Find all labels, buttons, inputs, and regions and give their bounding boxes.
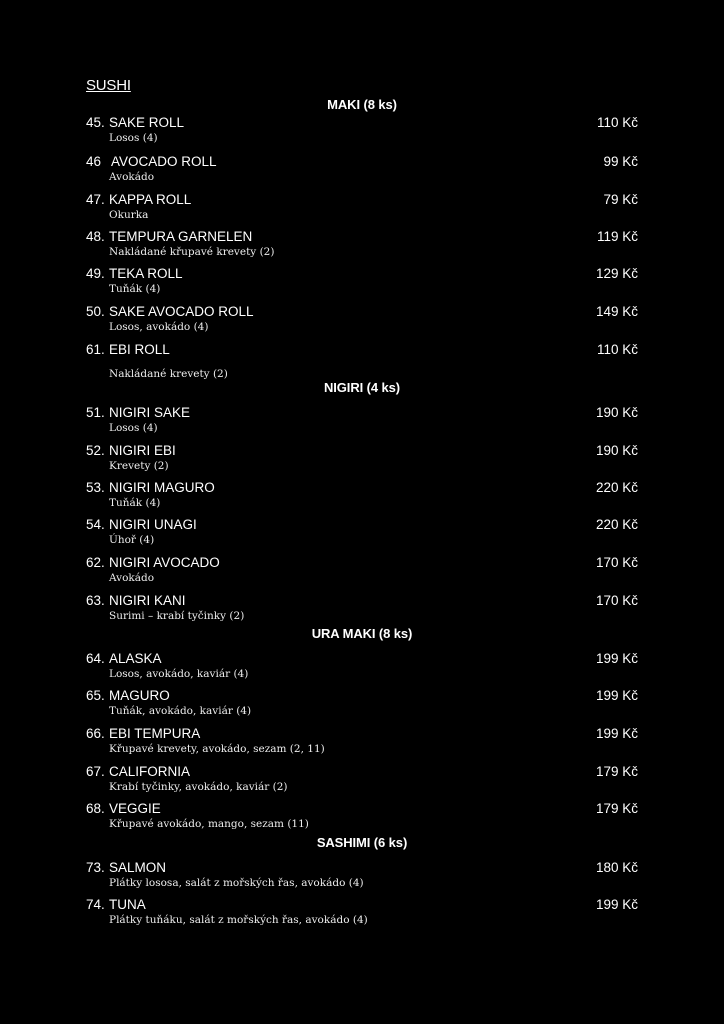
item-number: 61. bbox=[86, 342, 105, 357]
menu-item bbox=[86, 405, 638, 439]
item-description: Plátky lososa, salát z mořských řas, avokádo (4) bbox=[109, 877, 364, 889]
item-description: Losos (4) bbox=[109, 422, 158, 434]
item-number: 53. bbox=[86, 480, 105, 495]
item-price: 190 Kč bbox=[595, 405, 638, 420]
item-price: 129 Kč bbox=[595, 266, 638, 281]
menu-item bbox=[86, 764, 638, 798]
menu-item bbox=[86, 517, 638, 551]
item-description: Losos, avokádo, kaviár (4) bbox=[109, 668, 249, 680]
item-description: Avokádo bbox=[109, 171, 155, 183]
item-number: 48. bbox=[86, 229, 105, 244]
item-number: 46 bbox=[86, 154, 102, 169]
menu-item bbox=[86, 688, 638, 722]
item-number: 50. bbox=[86, 304, 105, 319]
item-description: Losos (4) bbox=[109, 132, 158, 144]
item-price: 220 Kč bbox=[595, 480, 638, 495]
item-number: 52. bbox=[86, 443, 105, 458]
item-description: Křupavé krevety, avokádo, sezam (2, 11) bbox=[109, 743, 325, 755]
item-description: Okurka bbox=[109, 209, 149, 221]
item-number: 51. bbox=[86, 405, 105, 420]
item-number: 54. bbox=[86, 517, 105, 532]
item-price: 119 Kč bbox=[596, 229, 638, 244]
menu-item bbox=[86, 342, 638, 380]
item-number: 74. bbox=[86, 897, 105, 912]
item-price: 179 Kč bbox=[595, 764, 638, 779]
section-heading: URA MAKI (8 ks) bbox=[311, 626, 413, 641]
item-description: Plátky tuňáku, salát z mořských řas, avokádo (4) bbox=[109, 914, 368, 926]
item-name: NIGIRI MAGURO bbox=[109, 480, 215, 495]
item-name: NIGIRI UNAGI bbox=[109, 517, 197, 532]
item-number: 63. bbox=[86, 593, 105, 608]
item-name: AVOCADO ROLL bbox=[111, 154, 217, 169]
item-price: 199 Kč bbox=[595, 897, 638, 912]
item-description: Krevety (2) bbox=[109, 460, 169, 472]
item-price: 180 Kč bbox=[595, 860, 638, 875]
menu-item bbox=[86, 304, 638, 338]
menu-item bbox=[86, 115, 638, 149]
menu-item bbox=[86, 651, 638, 685]
item-name: NIGIRI EBI bbox=[109, 443, 176, 458]
item-price: 110 Kč bbox=[596, 115, 638, 130]
menu-item bbox=[86, 897, 638, 931]
item-name: MAGURO bbox=[109, 688, 170, 703]
menu-item bbox=[86, 726, 638, 760]
item-price: 199 Kč bbox=[595, 688, 638, 703]
item-description: Úhoř (4) bbox=[109, 534, 155, 546]
item-price: 99 Kč bbox=[603, 154, 638, 169]
item-number: 62. bbox=[86, 555, 105, 570]
menu-item bbox=[86, 593, 638, 627]
item-name: TEMPURA GARNELEN bbox=[109, 229, 253, 244]
item-description: Tuňák (4) bbox=[109, 283, 161, 295]
item-description: Nakládané krevety (2) bbox=[109, 368, 228, 380]
item-name: TEKA ROLL bbox=[109, 266, 183, 281]
item-name: ALASKA bbox=[109, 651, 162, 666]
page-title: SUSHI bbox=[86, 77, 131, 94]
item-number: 67. bbox=[86, 764, 105, 779]
item-number: 47. bbox=[86, 192, 105, 207]
menu-item bbox=[86, 801, 638, 835]
item-number: 64. bbox=[86, 651, 105, 666]
item-name: EBI ROLL bbox=[109, 342, 170, 357]
menu-item bbox=[86, 555, 638, 589]
item-description: Surimi – krabí tyčinky (2) bbox=[109, 610, 245, 622]
item-name: SAKE AVOCADO ROLL bbox=[109, 304, 254, 319]
item-price: 199 Kč bbox=[595, 726, 638, 741]
item-price: 190 Kč bbox=[595, 443, 638, 458]
item-name: NIGIRI KANI bbox=[109, 593, 186, 608]
item-description: Krabí tyčinky, avokádo, kaviár (2) bbox=[109, 781, 288, 793]
item-description: Losos, avokádo (4) bbox=[109, 321, 209, 333]
section-heading: MAKI (8 ks) bbox=[327, 97, 397, 112]
item-price: 79 Kč bbox=[603, 192, 638, 207]
item-number: 45. bbox=[86, 115, 105, 130]
item-number: 73. bbox=[86, 860, 105, 875]
item-description: Tuňák (4) bbox=[109, 497, 161, 509]
section-heading: NIGIRI (4 ks) bbox=[324, 380, 400, 395]
section-heading: SASHIMI (6 ks) bbox=[316, 835, 408, 850]
item-price: 149 Kč bbox=[595, 304, 638, 319]
item-name: EBI TEMPURA bbox=[109, 726, 201, 741]
item-description: Křupavé avokádo, mango, sezam (11) bbox=[109, 818, 309, 830]
item-number: 68. bbox=[86, 801, 105, 816]
item-name: SAKE ROLL bbox=[109, 115, 185, 130]
item-name: KAPPA ROLL bbox=[109, 192, 192, 207]
menu-item bbox=[86, 154, 638, 188]
item-name: NIGIRI AVOCADO bbox=[109, 555, 220, 570]
item-price: 199 Kč bbox=[595, 651, 638, 666]
item-name: SALMON bbox=[109, 860, 167, 875]
item-name: CALIFORNIA bbox=[109, 764, 191, 779]
menu-item bbox=[86, 229, 638, 263]
item-price: 110 Kč bbox=[596, 342, 638, 357]
item-name: VEGGIE bbox=[109, 801, 161, 816]
menu-item bbox=[86, 192, 638, 226]
item-price: 170 Kč bbox=[595, 555, 638, 570]
item-price: 179 Kč bbox=[595, 801, 638, 816]
item-description: Nakládané křupavé krevety (2) bbox=[109, 246, 275, 258]
item-number: 49. bbox=[86, 266, 105, 281]
menu-item bbox=[86, 266, 638, 300]
menu-item bbox=[86, 480, 638, 514]
item-price: 170 Kč bbox=[595, 593, 638, 608]
menu-item bbox=[86, 860, 638, 894]
item-description: Tuňák, avokádo, kaviár (4) bbox=[109, 705, 252, 717]
item-price: 220 Kč bbox=[595, 517, 638, 532]
menu-item bbox=[86, 443, 638, 477]
item-name: TUNA bbox=[109, 897, 146, 912]
item-number: 65. bbox=[86, 688, 105, 703]
item-number: 66. bbox=[86, 726, 105, 741]
item-name: NIGIRI SAKE bbox=[109, 405, 191, 420]
item-description: Avokádo bbox=[109, 572, 155, 584]
